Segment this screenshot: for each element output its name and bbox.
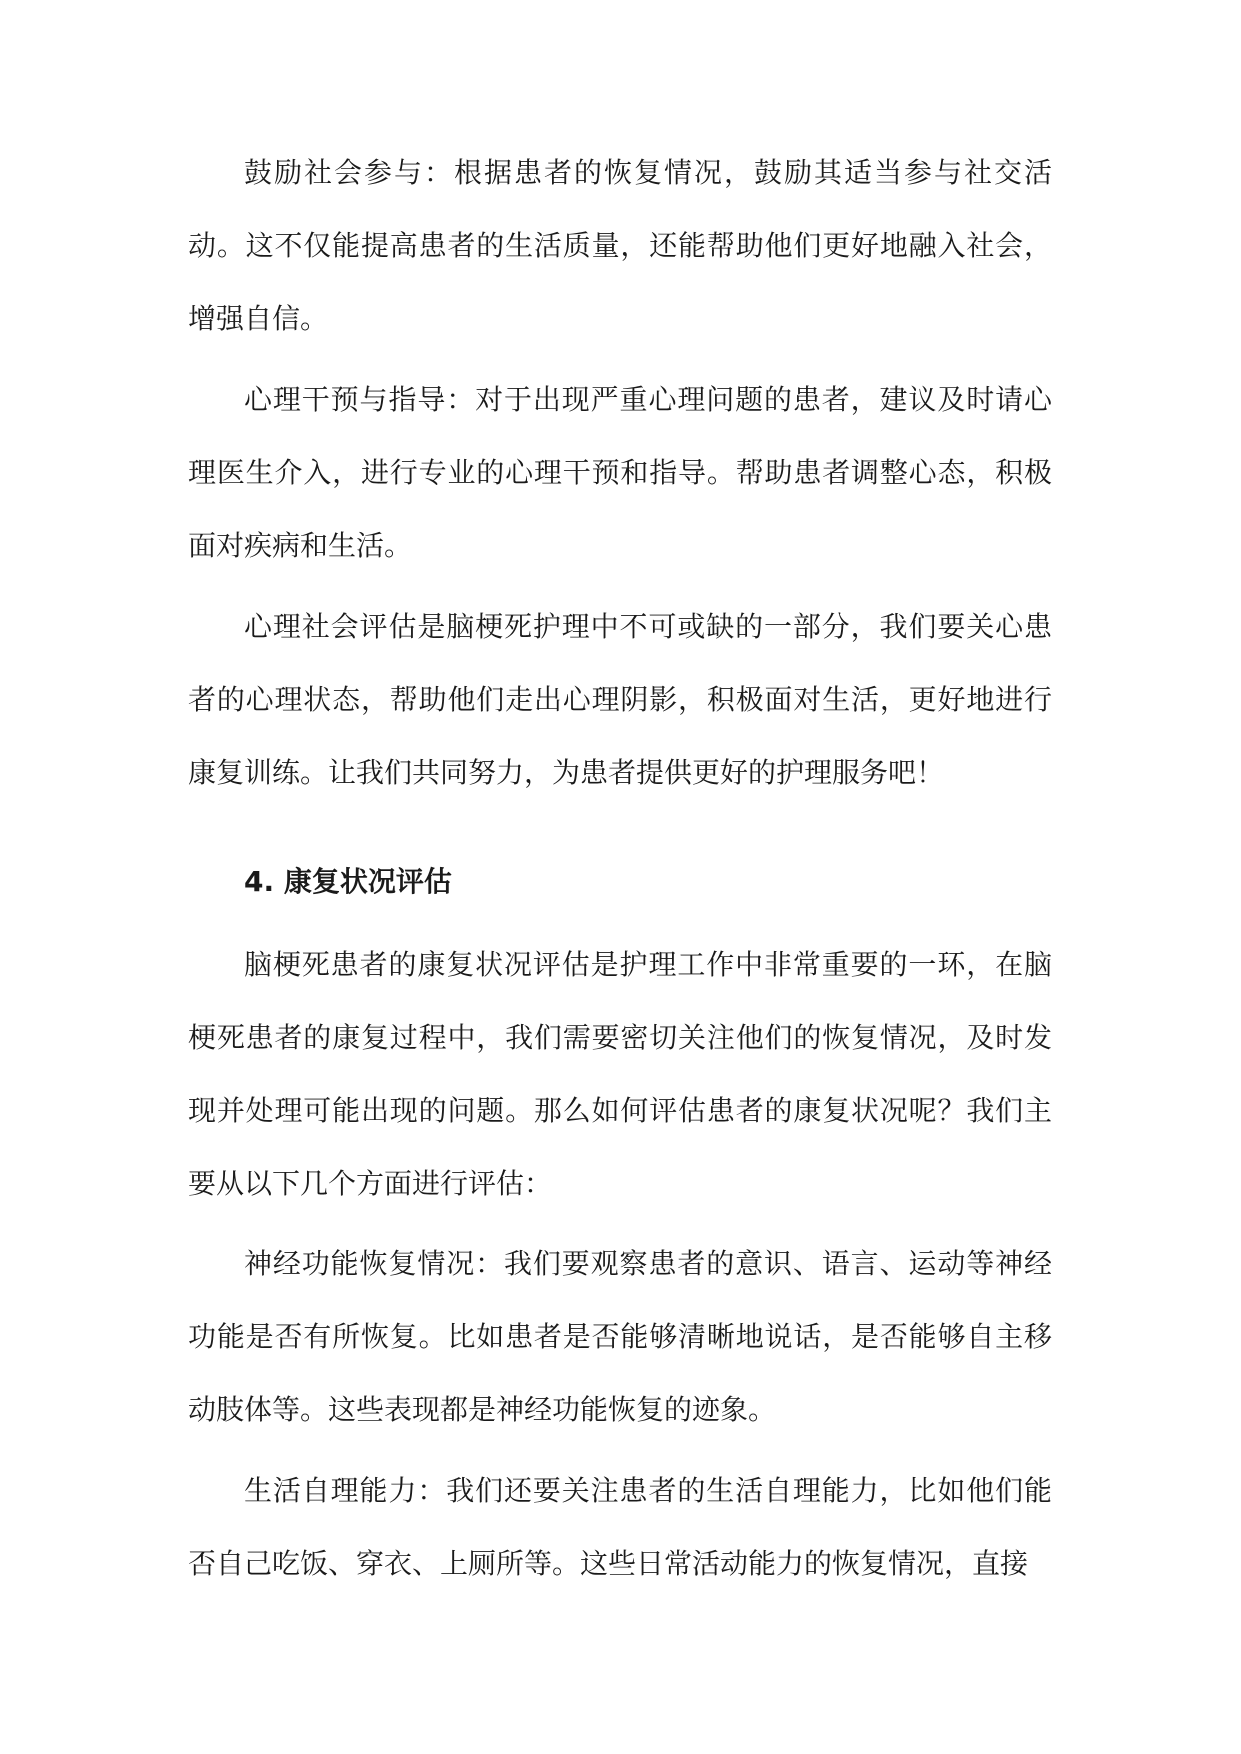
- paragraph-psychological-intervention: 心理干预与指导：对于出现严重心理问题的患者，建议及时请心理医生介入，进行专业的心理干预和指导。帮助患者调整心态，积极面对疾病和生活。: [188, 383, 1052, 562]
- paragraph-self-care-ability: 生活自理能力：我们还要关注患者的生活自理能力，比如他们能否自己吃饭、穿衣、上厕所等。这些日常活动能力的恢复情况，直接: [188, 1474, 1052, 1580]
- paragraph-neurological-recovery: 神经功能恢复情况：我们要观察患者的意识、语言、运动等神经功能是否有所恢复。比如患者是否能够清晰地说话，是否能够自主移动肢体等。这些表现都是神经功能恢复的迹象。: [188, 1247, 1052, 1426]
- paragraph-psychosocial-summary: 心理社会评估是脑梗死护理中不可或缺的一部分，我们要关心患者的心理状态，帮助他们走出心理阴影，积极面对生活，更好地进行康复训练。让我们共同努力，为患者提供更好的护理服务吧！: [188, 610, 1052, 789]
- section-heading: 4. 康复状况评估: [244, 865, 452, 898]
- paragraph-rehab-intro: 脑梗死患者的康复状况评估是护理工作中非常重要的一环，在脑梗死患者的康复过程中，我们需要密切关注他们的恢复情况，及时发现并处理可能出现的问题。那么如何评估患者的康复状况呢？我们主要从以下几个方面进行评估：: [188, 948, 1052, 1200]
- paragraph-social-participation: 鼓励社会参与：根据患者的恢复情况，鼓励其适当参与社交活动。这不仅能提高患者的生活质量，还能帮助他们更好地融入社会，增强自信。: [188, 156, 1052, 335]
